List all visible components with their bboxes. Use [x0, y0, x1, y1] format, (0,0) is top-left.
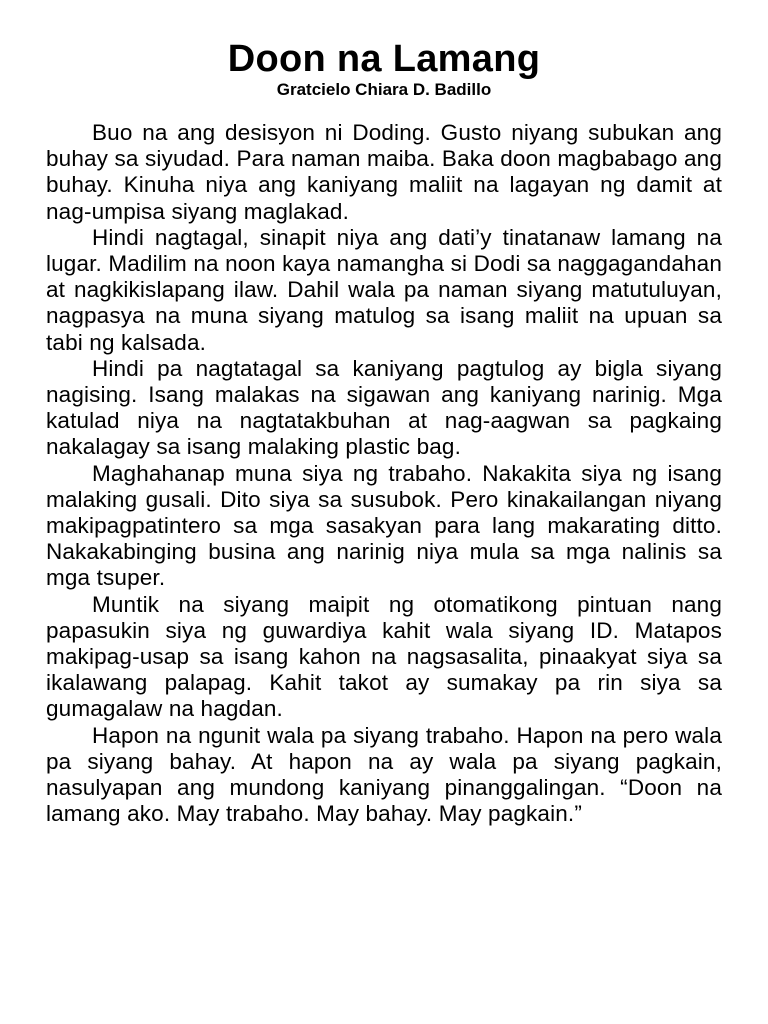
story-paragraph: Hindi nagtagal, sinapit niya ang dati’y tinatanaw lamang na lugar. Madilim na noon kaya namangha si Dodi sa naggagandahan at nagkikislapang ilaw. Dahil wala pa naman siyang matutuluyan, nagpasya na muna siyang matulog sa isang maliit na upuan sa tabi ng kalsada. — [46, 224, 722, 355]
story-paragraph: Hindi pa nagtatagal sa kaniyang pagtulog ay bigla siyang nagising. Isang malakas na sigawan ang kaniyang narinig. Mga katulad niya na nagtatakbuhan at nag-aagwan sa pagkaing nakalagay sa isang malaking plastic bag. — [46, 355, 722, 460]
story-author: Gratcielo Chiara D. Badillo — [276, 80, 492, 99]
story-paragraph: Hapon na ngunit wala pa siyang trabaho. Hapon na pero wala pa siyang bahay. At hapon na ay wala pa siyang pagkain, nasulyapan ang mundong kaniyang pinanggalingan. “Doon na lamang ako. May trabaho. May bahay. May pagkain.” — [46, 722, 722, 827]
story-body — [46, 120, 722, 827]
story-paragraph: Maghahanap muna siya ng trabaho. Nakakita siya ng isang malaking gusali. Dito siya sa susubok. Pero kinakailangan niyang makipagpatintero sa mga sasakyan para lang makarating ditto. Nakakabinging busina ang narinig niya mula sa mga nalinis sa mga tsuper. — [46, 460, 722, 591]
story-paragraph: Buo na ang desisyon ni Doding. Gusto niyang subukan ang buhay sa siyudad. Para naman maiba. Baka doon magbabago ang buhay. Kinuha niya ang kaniyang maliit na lagayan ng damit at nag-umpisa siyang maglakad. — [46, 120, 722, 224]
story-paragraph: Muntik na siyang maipit ng otomatikong pintuan nang papasukin siya ng guwardiya kahit wala siyang ID. Matapos makipag-usap sa isang kahon na nagsasalita, pinaakyat siya sa ikalawang palapag. Kahit takot ay sumakay pa rin siya sa gumagalaw na hagdan. — [46, 591, 722, 722]
story-title: Doon na Lamang — [227, 38, 541, 80]
